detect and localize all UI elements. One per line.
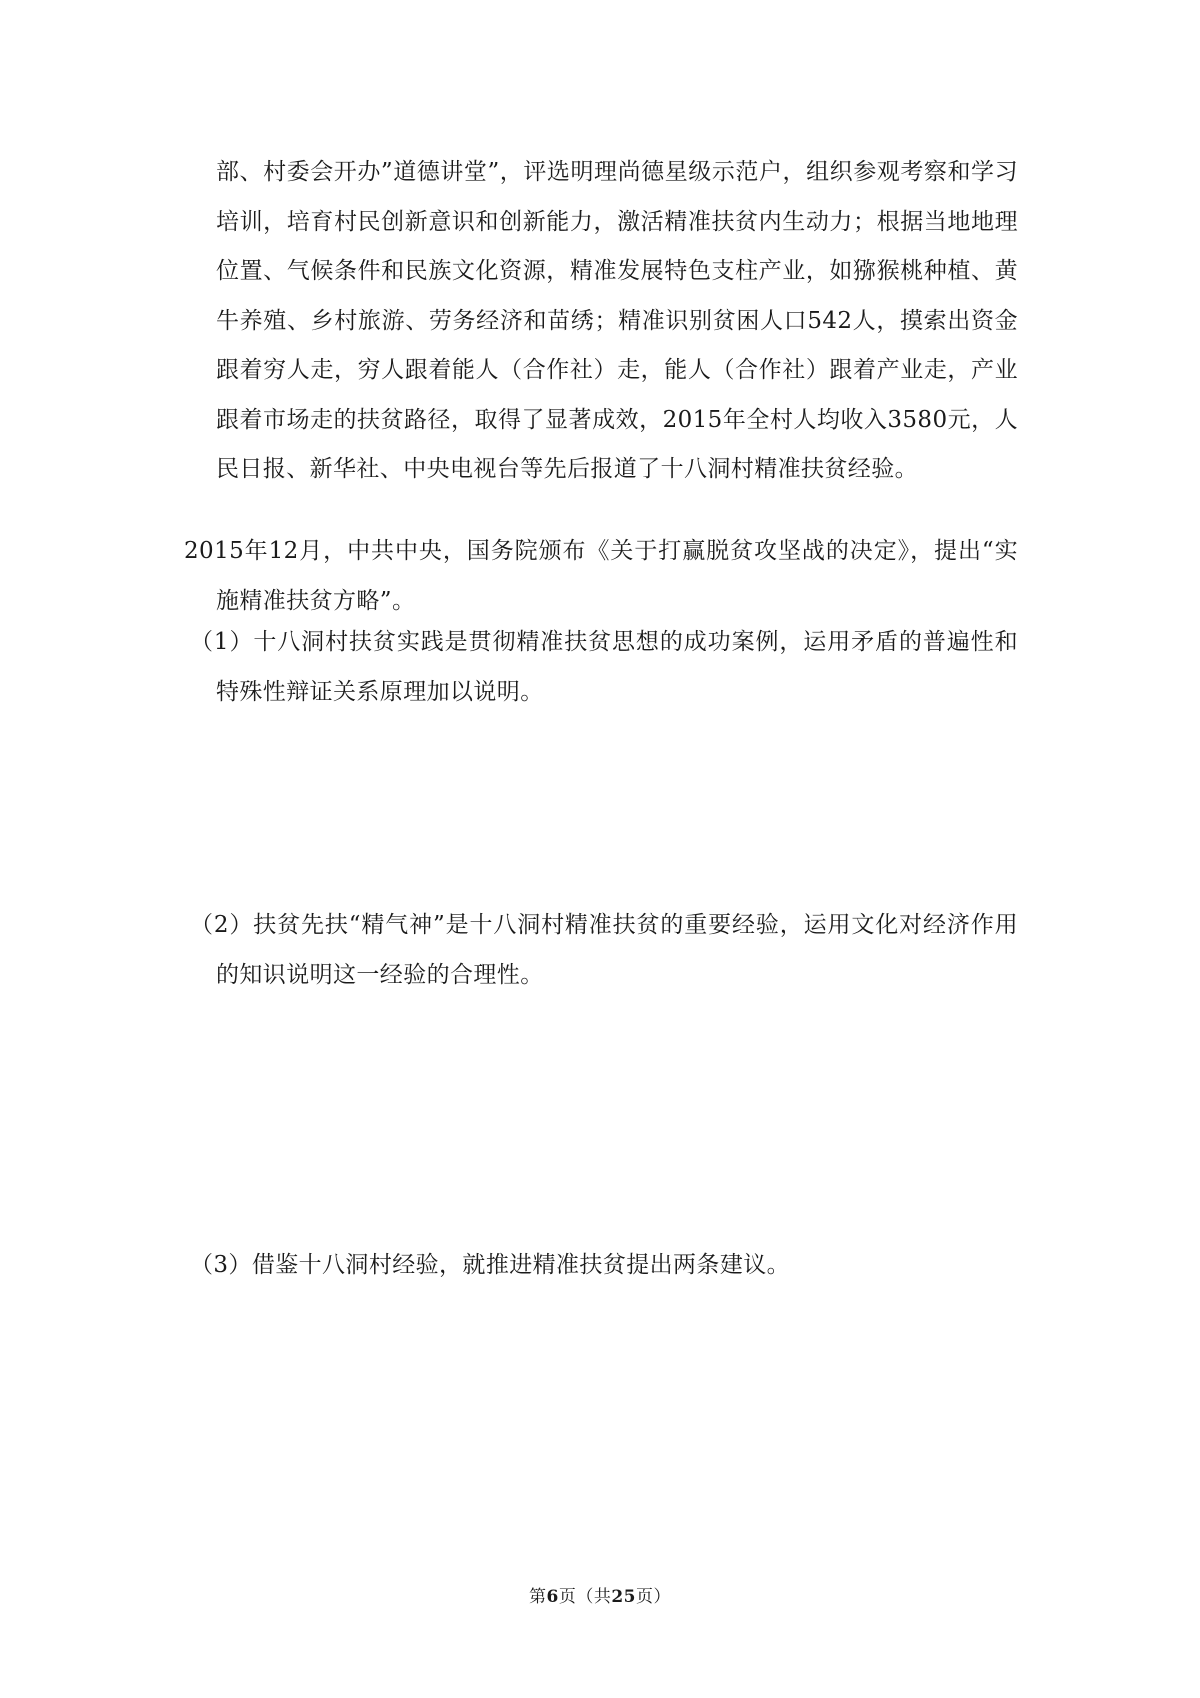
question-3: （3）借鉴十八洞村经验，就推进精准扶贫提出两条建议。 xyxy=(190,1252,791,1278)
paragraph-intro-continuation: 部、村委会开办”道德讲堂”，评选明理尚德星级示范户，组织参观考察和学习培训，培育村民创新意识和创新能力，激活精准扶贫内生动力；根据当地地理位置、气候条件和民族文化资源，精准发展特色支柱产业，如猕猴桃种植、黄牛养殖、乡村旅游、劳务经济和苗绣；精准识别贫困人口542人，摸索出资金跟着穷人走，穷人跟着能人（合作社）走，能人（合作社）跟着产业走，产业跟着市场走的扶贫路径，取得了显著成效，2015年全村人均收入3580元，人民日报、新华社、中央电视台等先后报道了十八洞村精准扶贫经验。 xyxy=(216,159,1018,482)
footer-page-number: 6 xyxy=(546,1587,559,1607)
footer-middle: 页（共 xyxy=(558,1587,612,1607)
footer-suffix: 页） xyxy=(636,1587,671,1607)
footer-prefix: 第 xyxy=(528,1587,547,1607)
question-1: （1）十八洞村扶贫实践是贯彻精准扶贫思想的成功案例，运用矛盾的普遍性和特殊性辩证关系原理加以说明。 xyxy=(190,629,1018,705)
page-footer xyxy=(0,1582,1200,1607)
question-2: （2）扶贫先扶“精气神”是十八洞村精准扶贫的重要经验，运用文化对经济作用的知识说明这一经验的合理性。 xyxy=(190,912,1018,988)
paragraph-decision: 2015年12月，中共中央，国务院颁布《关于打赢脱贫攻坚战的决定》，提出“实施精准扶贫方略”。 xyxy=(184,538,1018,614)
footer-total-pages: 25 xyxy=(611,1587,636,1607)
